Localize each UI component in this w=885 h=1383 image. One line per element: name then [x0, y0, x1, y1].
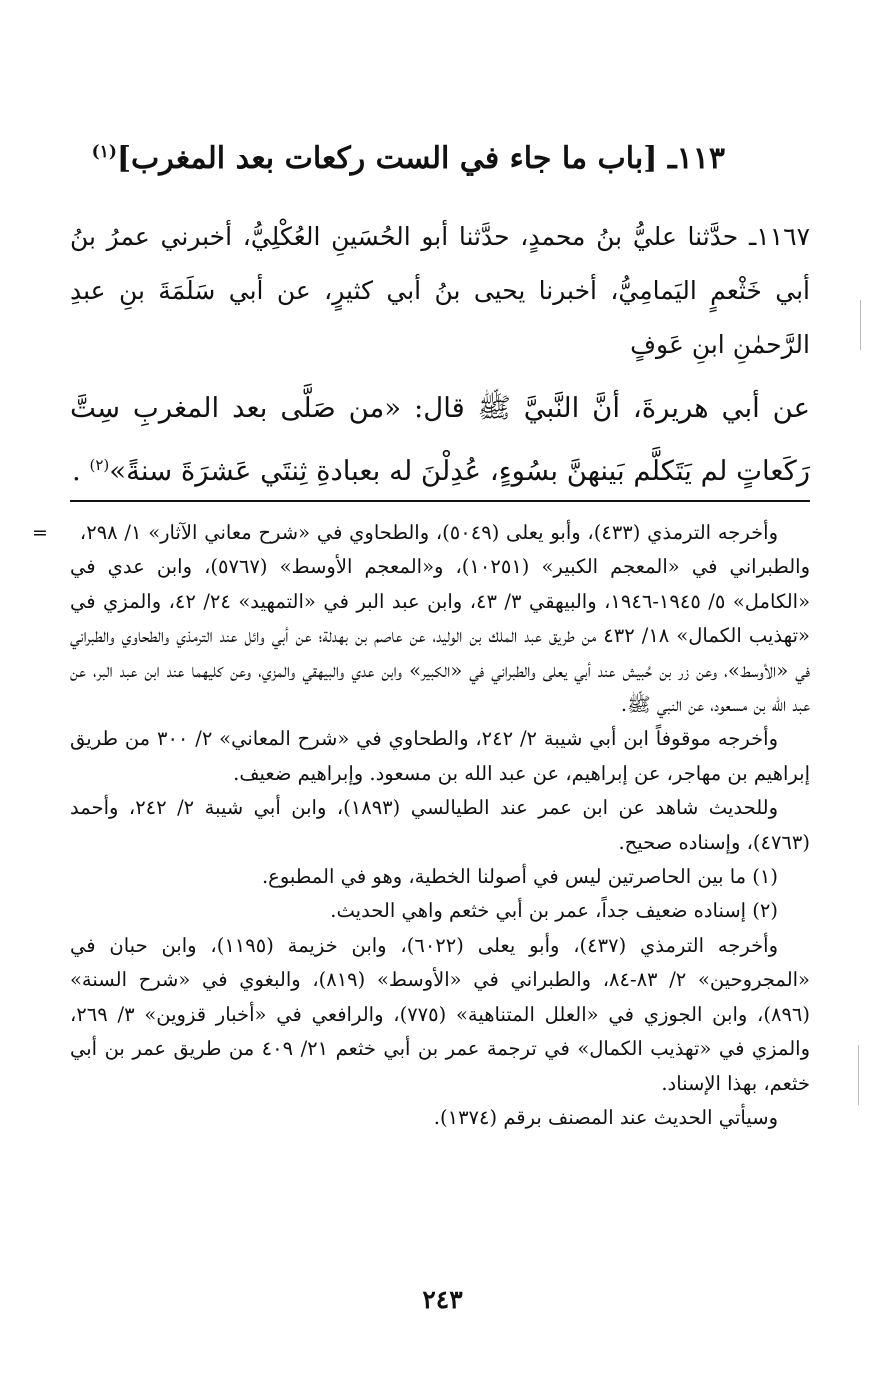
footnote-1: (١) ما بين الحاصرتين ليس في أصولنا الخطية، وهو في المطبوع.: [261, 865, 778, 889]
footnote-paragraph: وللحديث شاهد عن ابن عمر عند الطيالسي (١٨٩٣)، وابن أبي شيبة ٢/ ٢٤٢، وأحمد (٤٧٦٣)، وإسناده صحيح.: [70, 796, 810, 854]
margin-mark: [858, 1045, 859, 1105]
footnote-reference-1: (١): [91, 142, 117, 162]
margin-mark: [860, 300, 861, 350]
hadith-matn: [70, 380, 810, 500]
hadith-isnad: ١١٦٧ـ حدَّثنا عليُّ بنُ محمدٍ، حدَّثنا أبو الحُسَينِ العُكْلِيُّ، أخبرني عمرُ بنُ أبي خَثْعمٍ اليَمامِيُّ، أخبرنا يحيى بنُ أبي كثيرٍ، عن أبي سَلَمَةَ بنِ عبدِ الرَّحمٰنِ ابنِ عَوفٍ: [70, 222, 810, 359]
footnote-reference-2: (٢): [89, 456, 110, 474]
continuation-marker: =: [32, 522, 48, 544]
footnote-2: (٢) إسناده ضعيف جداً، عمر بن أبي خثعم واهي الحديث.: [330, 899, 778, 923]
hadith-text: عن أبي هريرةَ، أنَّ النَّبيَّ ﷺ قال: «من صَلَّى بعد المغربِ سِتَّ رَكَعاتٍ لم يَتَكلَّم بَينهنَّ بسُوءٍ، عُدِلْنَ له بعبادةِ ثِنتَي عَشرَةَ سنةً»: [70, 392, 810, 488]
footnote-paragraph: وأخرجه الترمذي (٤٣٧)، وأبو يعلى (٦٠٢٢)، وابن خزيمة (١١٩٥)، وابن حبان في «المجروحين» ٢/ ٨٣-٨٤، والطبراني في «الأوسط» (٨١٩)، والبغوي في «شرح السنة» (٨٩٦)، وابن الجوزي في «العلل المتناهية» (٧٧٥)، والرافعي في «أخبار قزوين» ٣/ ٢٦٩، والمزي في «تهذيب الكمال» في ترجمة عمر بن أبي خثعم ٢١/ ٤٠٩ من طريق عمر بن أبي خثعم، بهذا الإسناد.: [70, 933, 810, 1095]
chapter-title: ١١٣ـ [باب ما جاء في الست ركعات بعد المغرب]: [116, 141, 725, 176]
end-mark: .: [71, 455, 81, 488]
footnote-text: وأخرجه الترمذي (٤٣٣)، وأبو يعلى (٥٠٤٩)، والطحاوي في «شرح معاني الآثار» ١/ ٢٩٨، والطبراني في «المعجم الكبير» (١٠٢٥١)، و«المعجم الأوسط» (٥٧٦٧)، وابن عدي في «الكامل» ٥/ ١٩٤٥-١٩٤٦، والبيهقي ٣/ ٤٣، وابن عبد البر في «التمهيد» ٢٤/ ٤٢، والمزي في «تهذيب الكمال» ١٨/ ٤٣٢ من طريق عبد الملك بن الوليد، عن عاصم بن بهدلة؛ عن أبي وائل عند الترمذي والطحاوي والطبراني في «الأوسط»، وعن زر بن حُبيش عند أبي يعلى والطبراني في «الكبير» وابن عدي والبيهقي والمزي، وعن كليهما عند ابن عبد البر، عن عبد الله بن مسعود، عن النبي ﷺ.: [70, 521, 811, 717]
chapter-heading: [91, 128, 725, 183]
footnotes-section: [32, 516, 811, 1135]
page-number: ٢٤٣: [422, 1285, 463, 1314]
footnote-separator: [70, 500, 810, 502]
footnote-continuation: [32, 516, 811, 722]
footnote-paragraph: وأخرجه موقوفاً ابن أبي شيبة ٢/ ٢٤٢، والطحاوي في «شرح المعاني» ٢/ ٣٠٠ من طريق إبراهيم بن مهاجر، عن إبراهيم، عن عبد الله بن مسعود. وإبراهيم ضعيف.: [70, 727, 810, 785]
footnote-paragraph: وسيأتي الحديث عند المصنف برقم (١٣٧٤).: [433, 1105, 778, 1129]
